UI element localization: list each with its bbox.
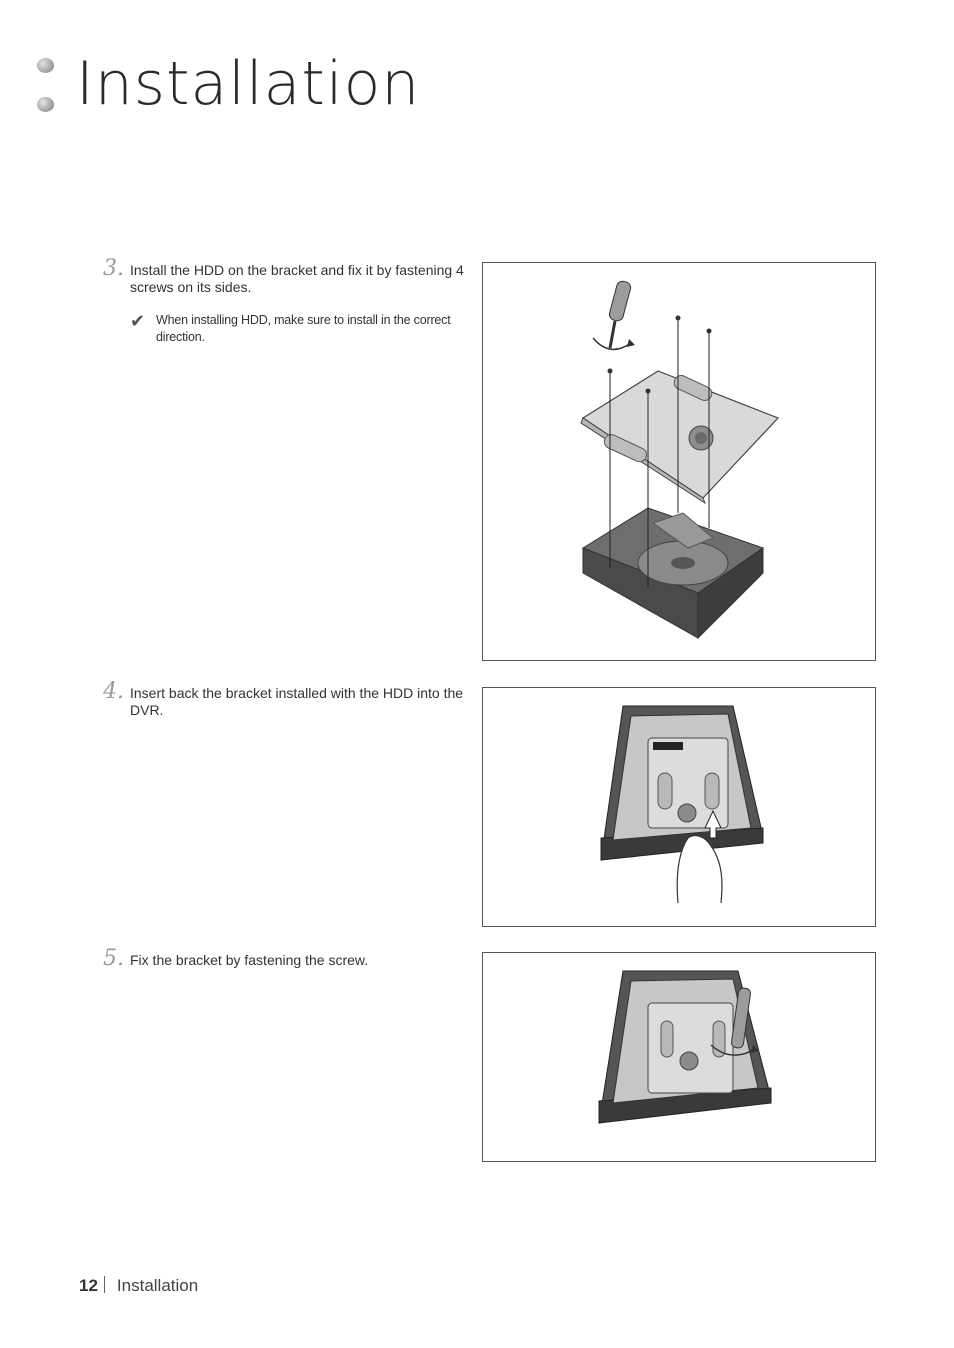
step-number: 5. [103,946,124,971]
fasten-screw-illustration [482,952,876,1162]
footer-separator [104,1276,105,1293]
footer-section-label: Installation [116,1276,199,1295]
hdd-bracket-drawing [483,263,875,660]
hdd-bracket-illustration [482,262,876,661]
page-footer [79,1276,198,1296]
title-bullet-dots [36,58,56,118]
note-text: When installing HDD, make sure to install in the correct direction. [156,313,451,344]
page-title: Installation [76,49,421,119]
page-number: 12 [79,1276,98,1295]
step-text: Install the HDD on the bracket and fix it by fastening 4 screws on its sides. [130,262,464,295]
step-text: Fix the bracket by fastening the screw. [130,952,369,968]
step-number: 3. [103,256,124,281]
bullet-dot-icon [37,97,54,112]
step-number: 4. [103,679,124,704]
insert-bracket-illustration [482,687,876,927]
step-text: Insert back the bracket installed with the HDD into the DVR. [130,685,464,718]
checkmark-icon: ✔ [130,311,146,331]
insert-bracket-drawing [483,688,875,926]
fasten-screw-drawing [483,953,875,1161]
bullet-dot-icon [37,58,54,73]
